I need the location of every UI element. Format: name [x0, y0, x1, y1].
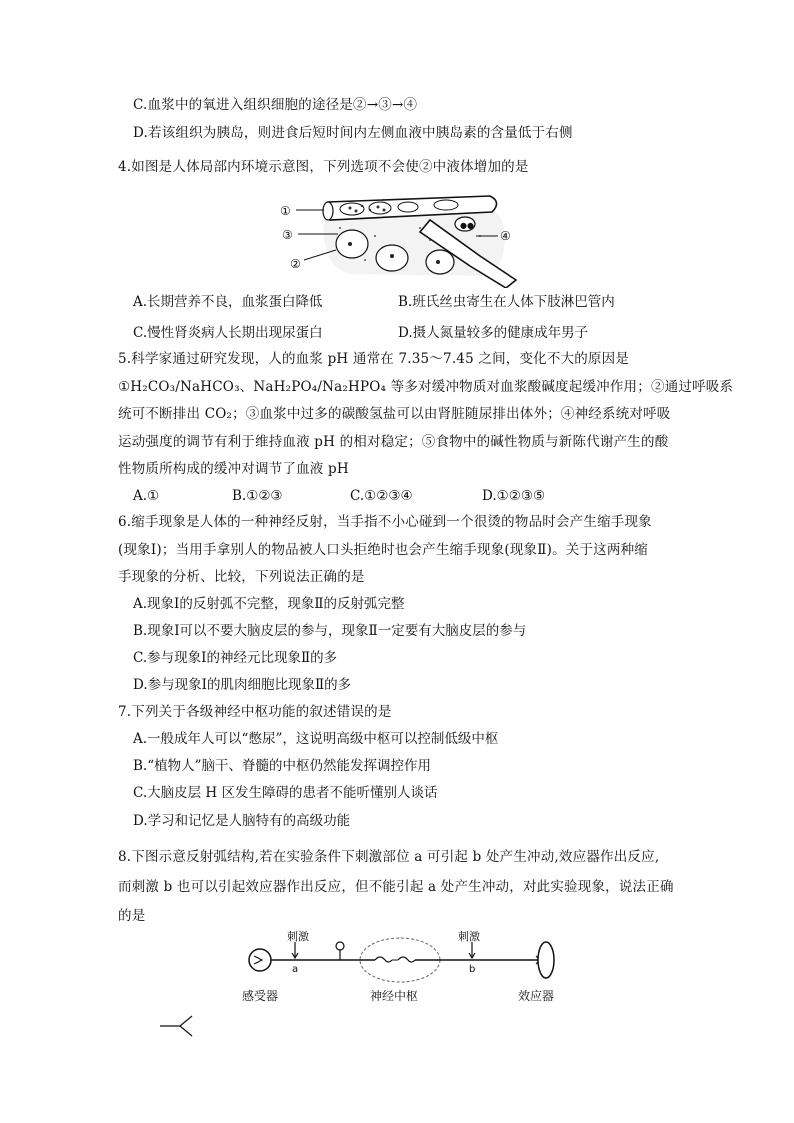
- q4-option-c: C.慢性肾炎病人长期出现尿蛋白: [133, 325, 323, 341]
- branch-mark: [158, 1014, 198, 1038]
- q6-stem-line-3: 手现象的分析、比较，下列说法正确的是: [118, 569, 365, 585]
- q7-stem: 7.下列关于各级神经中枢功能的叙述错误的是: [118, 704, 392, 720]
- q4-option-b: B.班氏丝虫寄生在人体下肢淋巴管内: [398, 294, 615, 310]
- q6-stem-line-1: 6.缩手现象是人体的一种神经反射，当手指不小心碰到一个很烫的物品时会产生缩手现象: [118, 514, 652, 530]
- q7-option-c: C.大脑皮层 H 区发生障碍的患者不能听懂别人谈话: [133, 785, 438, 801]
- q3-option-c: C.血浆中的氧进入组织细胞的途径是②→③→④: [133, 97, 418, 113]
- q6-stem-line-2: (现象Ⅰ)；当用手拿别人的物品被人口头拒绝时也会产生缩手现象(现象Ⅱ)。关于这两种缩: [118, 542, 648, 558]
- stimulus-b-label: 刺激: [458, 930, 480, 943]
- point-a-label: a: [292, 964, 299, 975]
- q4-label-2: ②: [290, 257, 301, 271]
- q8-stem-line-3: 的是: [118, 908, 146, 924]
- q7-option-d: D.学习和记忆是人脑特有的高级功能: [133, 813, 351, 829]
- q7-option-b: B.“植物人”脑干、脊髓的中枢仍然能发挥调控作用: [133, 758, 432, 774]
- q4-label-4: ④: [500, 229, 511, 243]
- q4-option-d: D.摄人氮量较多的健康成年男子: [398, 325, 589, 341]
- q4-stem: 4.如图是人体局部内环境示意图，下列选项不会使②中液体增加的是: [118, 159, 529, 175]
- receptor-label: 感受器: [242, 989, 279, 1003]
- q3-option-d: D.若该组织为胰岛，则进食后短时间内左侧血液中胰岛素的含量低于右侧: [133, 125, 573, 141]
- q7-option-a: A.一般成年人可以“憋尿”，这说明高级中枢可以控制低级中枢: [133, 731, 499, 747]
- q4-label-1: ①: [280, 204, 291, 218]
- effector-label: 效应器: [518, 989, 555, 1003]
- reflex-arc-figure: [240, 930, 570, 1010]
- q5-option-b: B.①②③: [232, 488, 283, 504]
- q5-stem-line-2: ①H₂CO₃/NaHCO₃、NaH₂PO₄/Na₂HPO₄ 等多对缓冲物质对血浆酸碱度起缓冲作用；②通过呼吸系: [118, 379, 734, 395]
- q5-stem-line-5: 性物质所构成的缓冲对调节了血液 pH: [118, 461, 349, 477]
- q6-option-a: A.现象Ⅰ的反射弧不完整，现象Ⅱ的反射弧完整: [133, 596, 405, 612]
- q5-option-c: C.①②③④: [350, 488, 413, 504]
- q5-stem-line-4: 运动强度的调节有利于维持血液 pH 的相对稳定；⑤食物中的碱性物质与新陈代谢产生的酸: [118, 434, 669, 450]
- q5-option-d: D.①②③⑤: [482, 488, 546, 504]
- neural-center-label: 神经中枢: [370, 989, 419, 1003]
- q5-stem-line-3: 统可不断排出 CO₂；③血浆中过多的碳酸氢盐可以由肾脏随尿排出体外；④神经系统对呼吸: [118, 406, 671, 422]
- q5-option-a: A.①: [133, 488, 160, 504]
- q4-tissue-figure: [280, 188, 520, 288]
- stimulus-a-label: 刺激: [287, 930, 309, 943]
- q4-option-a: A.长期营养不良，血浆蛋白降低: [133, 294, 323, 310]
- svg-text:●●: ●●: [460, 221, 474, 230]
- point-b-label: b: [469, 964, 476, 975]
- q8-stem-line-1: 8.下图示意反射弧结构,若在实验条件下刺激部位 a 可引起 b 处产生冲动,效应器作出反应,: [118, 849, 660, 865]
- q6-option-d: D.参与现象Ⅰ的肌肉细胞比现象Ⅱ的多: [133, 677, 352, 693]
- q4-label-3: ③: [282, 228, 293, 242]
- q6-option-b: B.现象Ⅰ可以不要大脑皮层的参与，现象Ⅱ一定要有大脑皮层的参与: [133, 623, 527, 639]
- q8-stem-line-2: 而刺激 b 也可以引起效应器作出反应，但不能引起 a 处产生冲动，对此实验现象，说法正确: [118, 879, 674, 895]
- q5-stem-line-1: 5.科学家通过研究发现，人的血浆 pH 通常在 7.35～7.45 之间，变化不大的原因是: [118, 351, 630, 367]
- q6-option-c: C.参与现象Ⅰ的神经元比现象Ⅱ的多: [133, 650, 338, 666]
